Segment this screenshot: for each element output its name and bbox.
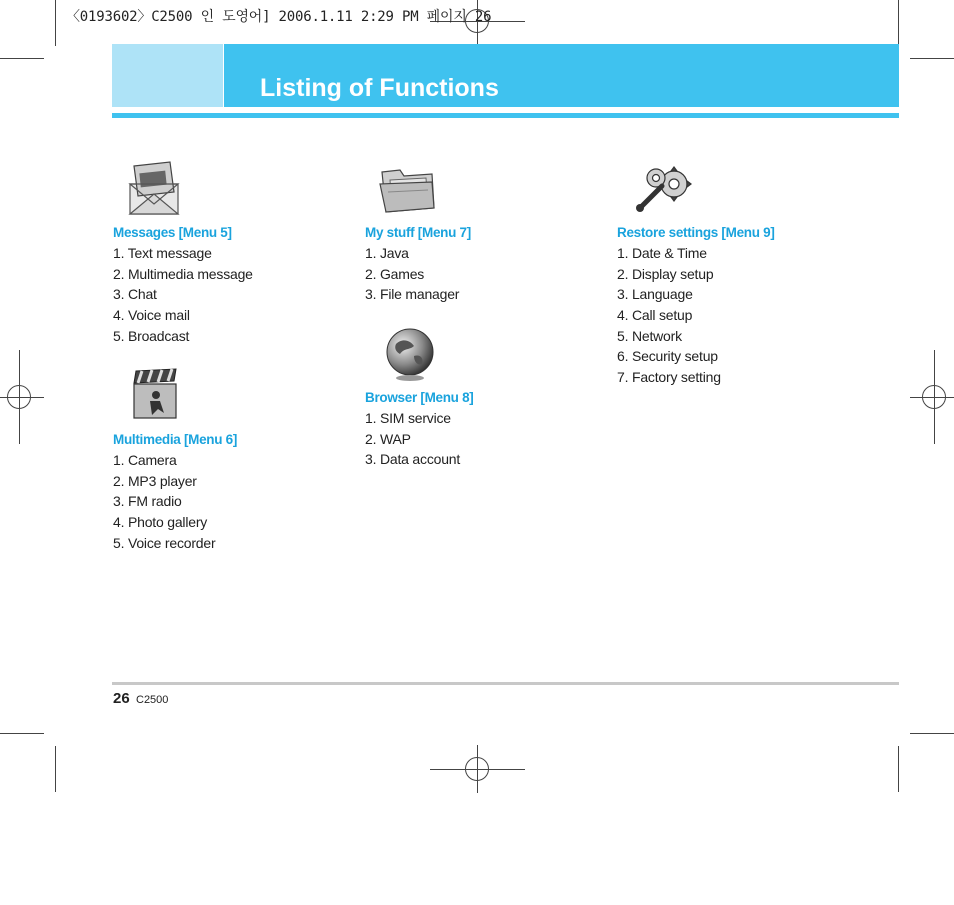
list-item: 2. Games <box>365 265 425 282</box>
section-messages <box>113 223 253 346</box>
list-item: 4. Voice mail <box>113 307 190 324</box>
list-item: 5. Voice recorder <box>113 534 216 551</box>
gears-wrench-icon <box>632 162 694 214</box>
list-item: 1. Date & Time <box>617 245 707 261</box>
folder-icon <box>376 162 438 214</box>
list-item: 3. Chat <box>113 286 157 303</box>
list-item: 2. MP3 player <box>113 472 197 489</box>
section-title: Browser [Menu 8] <box>365 390 474 405</box>
list-item: 1. SIM service <box>365 410 451 426</box>
list-item: 2. WAP <box>365 430 411 447</box>
section-title: Multimedia [Menu 6] <box>113 432 238 447</box>
footer-rule <box>112 682 899 685</box>
item-list <box>617 243 775 388</box>
item-list <box>365 408 473 470</box>
list-item: 2. Multimedia message <box>113 265 253 282</box>
list-item: 7. Factory setting <box>617 369 721 386</box>
list-item: 3. File manager <box>365 286 460 303</box>
item-list <box>113 243 253 346</box>
list-item: 4. Photo gallery <box>113 514 208 531</box>
list-item: 3. Data account <box>365 451 461 468</box>
list-item: 1. Text message <box>113 245 212 261</box>
list-item: 5. Broadcast <box>113 327 190 344</box>
list-item: 4. Call setup <box>617 307 693 324</box>
header-accent-block <box>112 44 223 107</box>
list-item: 1. Java <box>365 245 409 261</box>
section-browser <box>365 388 473 470</box>
section-multimedia <box>113 430 237 553</box>
list-item: 3. FM radio <box>113 493 182 510</box>
list-item: 5. Network <box>617 327 682 344</box>
page-title: Listing of Functions <box>260 74 499 102</box>
list-item: 3. Language <box>617 286 693 303</box>
section-title: My stuff [Menu 7] <box>365 225 471 240</box>
envelope-icon <box>126 160 182 218</box>
item-list <box>365 243 471 305</box>
list-item: 6. Security setup <box>617 348 718 365</box>
section-restore-settings <box>617 223 775 388</box>
list-item: 2. Display setup <box>617 265 714 282</box>
list-item: 1. Camera <box>113 452 177 468</box>
model-name: C2500 <box>136 694 169 706</box>
clapperboard-icon <box>130 367 180 423</box>
section-title: Restore settings [Menu 9] <box>617 225 775 240</box>
header-rule <box>112 113 899 118</box>
globe-icon <box>384 326 436 382</box>
item-list <box>113 450 237 553</box>
section-my-stuff <box>365 223 471 305</box>
print-slug: 〈0193602〉C2500 인 도영어] 2006.1.11 2:29 PM 페이지 26 <box>66 9 492 25</box>
section-title: Messages [Menu 5] <box>113 225 232 240</box>
header-band <box>224 44 899 107</box>
page-number: 26 <box>113 690 130 707</box>
